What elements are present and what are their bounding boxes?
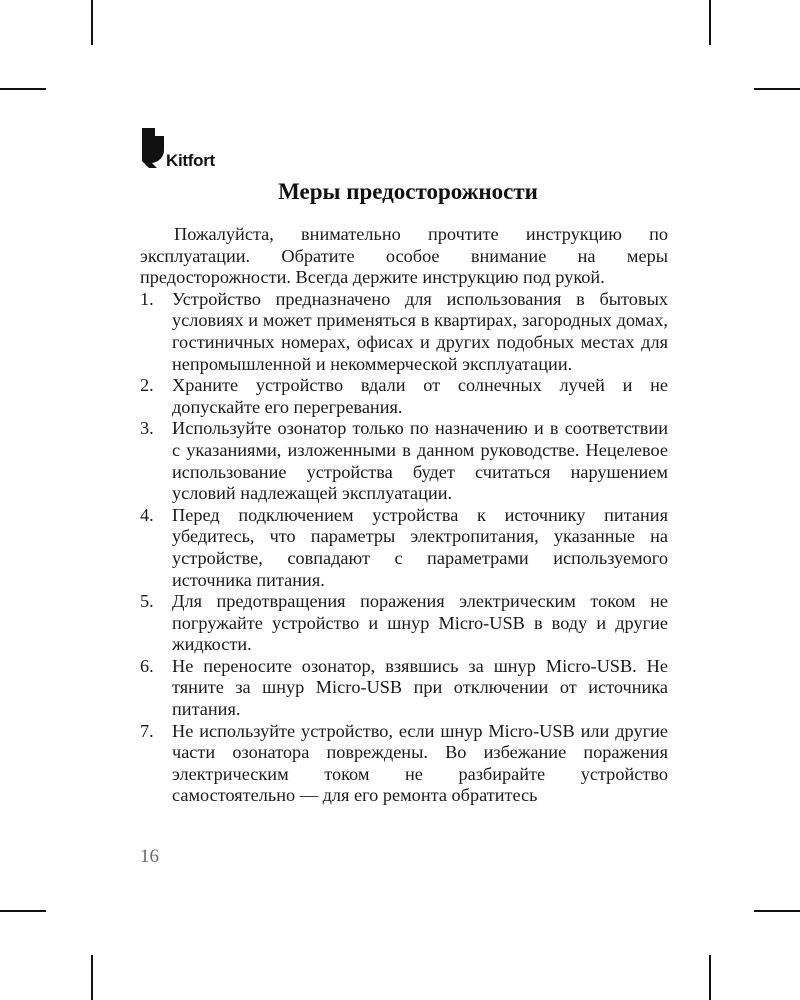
intro-paragraph: Пожалуйста, внимательно прочтите инструкцию по эксплуатации. Обратите особое внимание на меры предосторожности. Всегда держите инструкцию под рукой.	[140, 224, 668, 288]
page-title: Меры предосторожности	[278, 179, 538, 204]
item-text: Устройство предназначено для использования в бытовых условиях и может применяться в квартирах, загородных домах, гостиничных номерах, офисах и других подобных местах для непромышленной и некоммерческой эксплуатации.	[172, 288, 668, 374]
crop-mark-bottom-right	[709, 955, 711, 1000]
item-number: 4.	[140, 504, 154, 525]
item-number: 3.	[140, 418, 154, 439]
item-text: Не используйте устройство, если шнур Micro-USB или другие части озонатора повреждены. Во избежание поражения электрическим током не разбирайте устройство самостоятельно — для его ремонта обратитесь	[172, 720, 668, 806]
crop-mark-top-left	[91, 0, 93, 45]
list-item	[140, 289, 668, 375]
list-item	[140, 591, 668, 656]
list-item	[140, 721, 668, 807]
crop-mark-left-top	[0, 88, 46, 90]
list-item	[140, 505, 668, 591]
document-body	[140, 224, 668, 807]
item-number: 7.	[140, 720, 154, 741]
crop-mark-right-bottom	[754, 910, 800, 912]
brand-name: Kitfort	[166, 151, 215, 170]
list-item	[140, 656, 668, 721]
item-text: Храните устройство вдали от солнечных лучей и не допускайте его перегревания.	[172, 375, 668, 417]
list-item	[140, 418, 668, 504]
crop-mark-right-top	[754, 88, 800, 90]
item-number: 6.	[140, 655, 154, 676]
item-text: Перед подключением устройства к источнику питания убедитесь, что параметры электропитания, указанные на устройстве, совпадают с параметрами используемого источника питания.	[172, 504, 668, 590]
crop-mark-left-bottom	[0, 910, 46, 912]
item-text: Не переносите озонатор, взявшись за шнур Micro-USB. Не тяните за шнур Micro-USB при отключении от источника питания.	[172, 655, 668, 720]
item-number: 5.	[140, 591, 154, 612]
crop-mark-top-right	[709, 0, 711, 45]
item-number: 2.	[140, 375, 154, 396]
item-number: 1.	[140, 288, 154, 309]
precautions-list	[140, 289, 668, 807]
crop-mark-bottom-left	[91, 955, 93, 1000]
item-text: Используйте озонатор только по назначению и в соответствии с указаниями, изложенными в данном руководстве. Нецелевое использование устройства будет считаться нарушением условий надлежащей эксплуатации.	[172, 418, 668, 504]
page-number: 16	[140, 846, 159, 867]
item-text: Для предотвращения поражения электрическим током не погружайте устройство и шнур Micro-USB в воду и другие жидкости.	[172, 591, 668, 655]
brand-logo	[140, 126, 240, 170]
list-item	[140, 375, 668, 418]
